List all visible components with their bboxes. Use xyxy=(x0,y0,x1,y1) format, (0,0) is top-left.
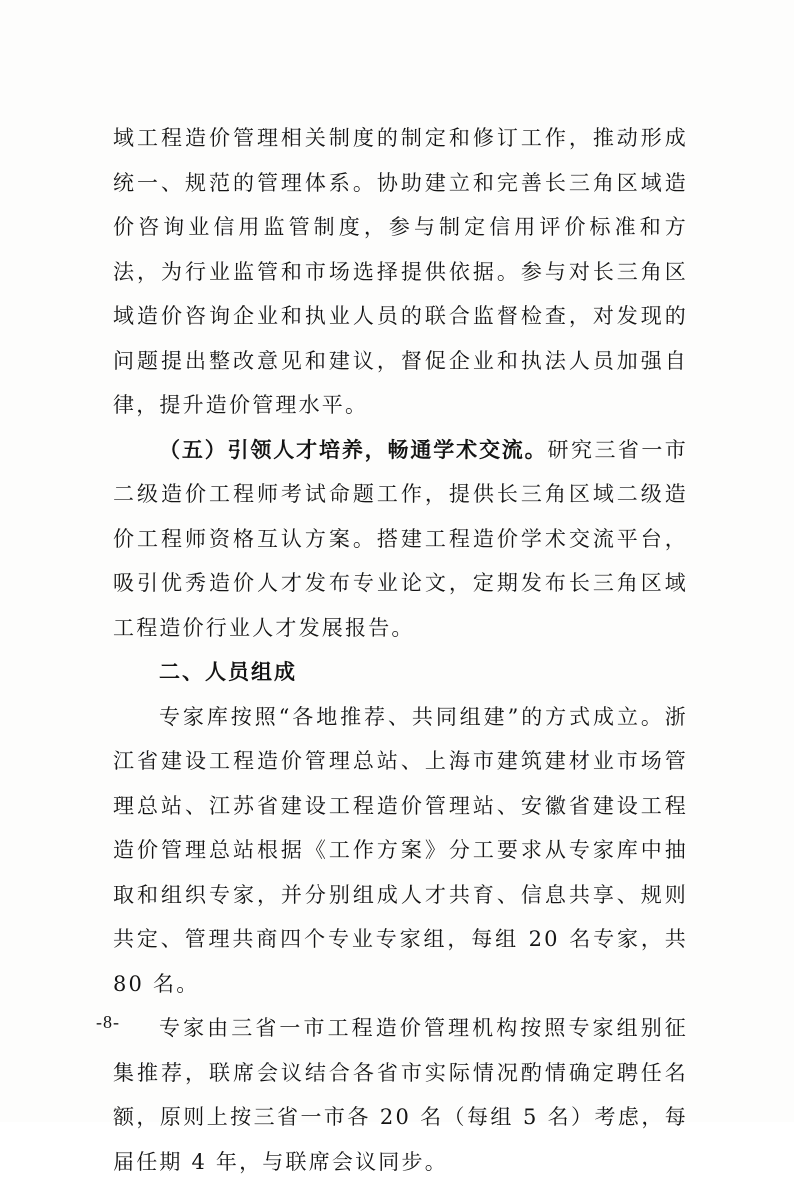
document-body xyxy=(113,116,688,1184)
paragraph-continuation: 域工程造价管理相关制度的制定和修订工作，推动形成统一、规范的管理体系。协助建立和完善长三角区域造价咨询业信用监管制度，参与制定信用评价标准和方法，为行业监管和市场选择提供依据。参与对长三角区域造价咨询企业和执业人员的联合监督检查，对发现的问题提出整改意见和建议，督促企业和执法人员加强自律，提升造价管理水平。 xyxy=(113,126,688,417)
paragraph-expert-selection: 专家由三省一市工程造价管理机构按照专家组别征集推荐，联席会议结合各省市实际情况酌情确定聘任名额，原则上按三省一市各 20 名（每组 5 名）考虑，每届任期 4 年，与联席会议同步。 xyxy=(113,1016,688,1174)
paragraph-expert-pool: 专家库按照“各地推荐、共同组建”的方式成立。浙江省建设工程造价管理总站、上海市建筑建材业市场管理总站、江苏省建设工程造价管理站、安徽省建设工程造价管理总站根据《工作方案》分工要求从专家库中抽取和组织专家，并分别组成人才共育、信息共享、规则共定、管理共商四个专业专家组，每组 20 名专家，共 80 名。 xyxy=(113,704,688,996)
section-heading-personnel: 二、人员组成 xyxy=(159,660,297,684)
paragraph-lead-heading: （五）引领人才培养，畅通学术交流。 xyxy=(159,437,548,462)
paragraph-talent-training-body: 研究三省一市二级造价工程师考试命题工作，提供长三角区域二级造价工程师资格互认方案。搭建工程造价学术交流平台，吸引优秀造价人才发布专业论文，定期发布长三角区域工程造价行业人才发展报告。 xyxy=(113,437,689,640)
page-number: -8- xyxy=(96,1012,120,1032)
paragraph-talent-training xyxy=(113,428,688,651)
